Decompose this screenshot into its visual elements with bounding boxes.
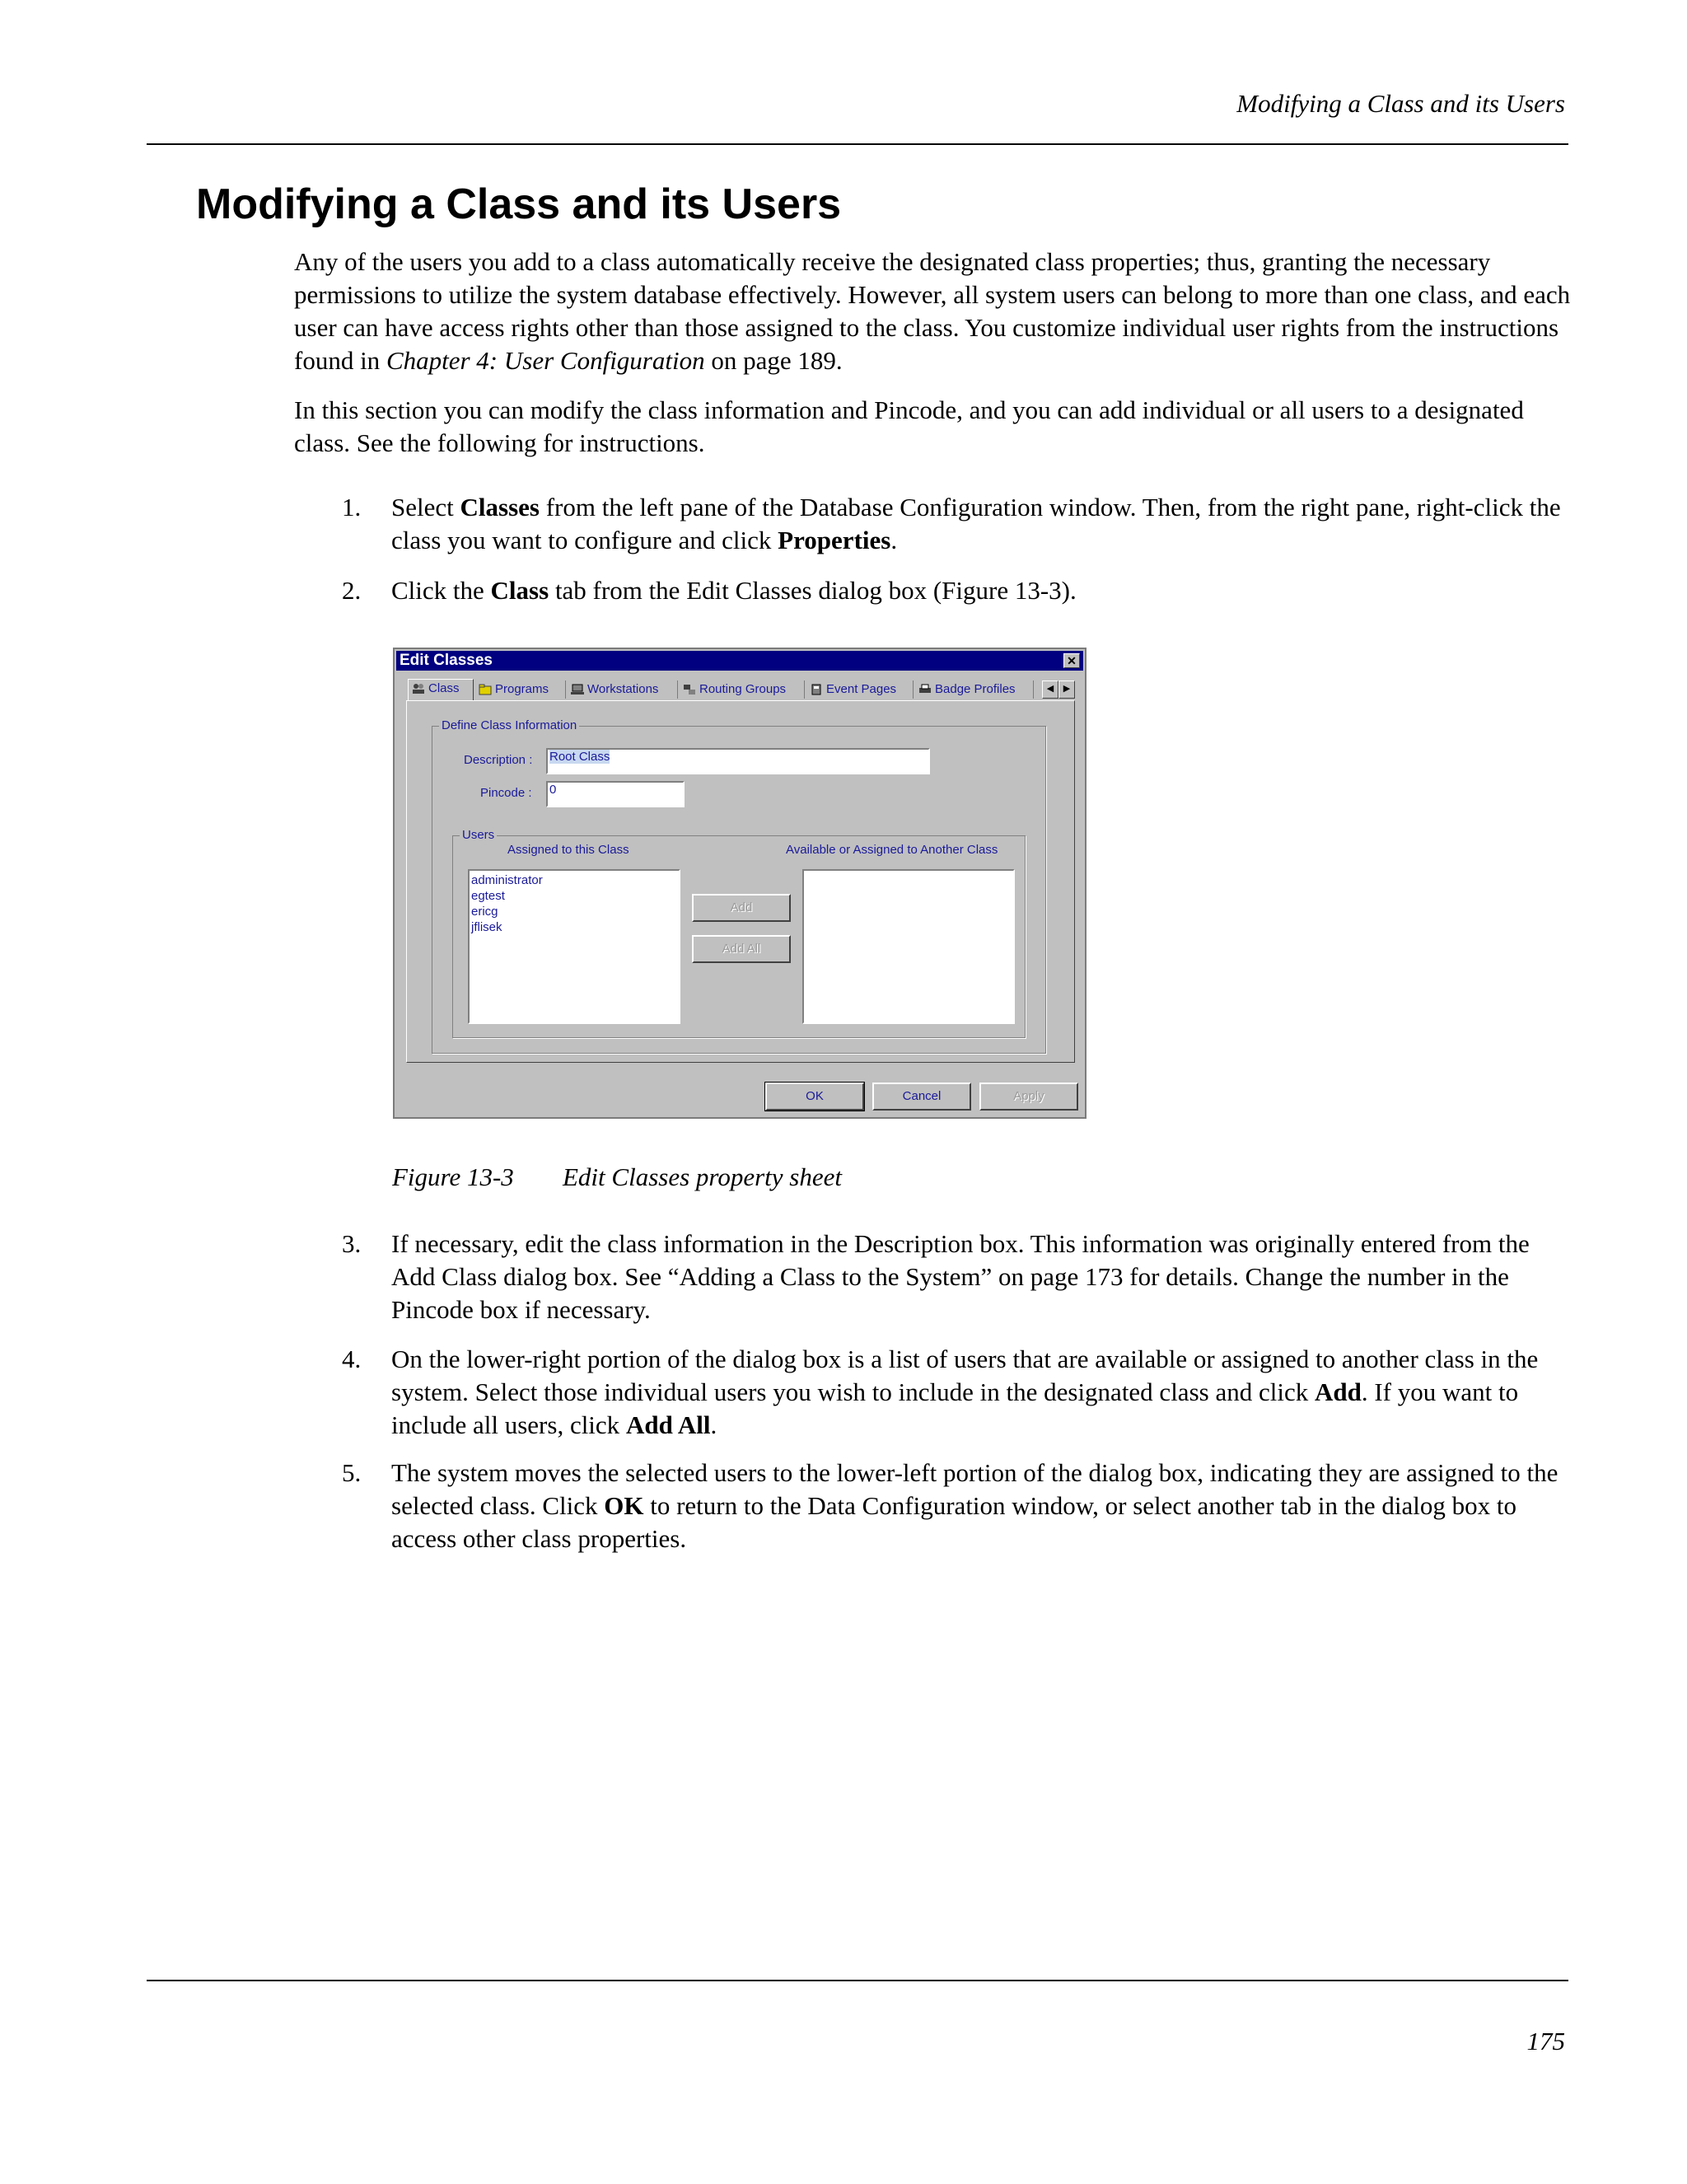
pincode-input[interactable]: 0 [546,781,685,807]
step-number: 5. [342,1458,362,1487]
define-class-group-label: Define Class Information [439,718,579,732]
step-text: The system moves the selected users to the lower-left portion of the dialog box, indicating they are assigned to the selected class. Click OK to return to the Data Configuration window, or select another tab in the dialog box to access other class properties. [391,1458,1558,1553]
tab-routing-groups[interactable]: Routing Groups [680,680,805,699]
description-input[interactable]: Root Class [546,748,930,774]
header-rule [147,143,1568,145]
intro-text-end: on page 189. [704,346,843,375]
list-item[interactable]: ericg [471,905,498,919]
intro-text: Any of the users you add to a class automatically receive the designated class properties; thus, granting the necessary permissions to utilize the system database effectively. However, all system users can belong to more than one class, and each user can have access rights other than those assigned to the class. You customize individual user rights from the instructions found in [294,247,1571,375]
footer-rule [147,1980,1568,1981]
add-button[interactable]: Add [692,894,791,922]
list-item[interactable]: egtest [471,889,505,903]
class-tab-panel [406,700,1075,1063]
add-all-button[interactable]: Add All [692,935,791,963]
description-label: Description : [464,753,533,767]
tab-scroll-right-icon[interactable]: ▶ [1058,680,1075,699]
list-item[interactable]: administrator [471,873,543,887]
apply-button[interactable]: Apply [979,1083,1078,1111]
ok-button[interactable]: OK [765,1083,864,1111]
step-number: 2. [342,576,362,605]
step-text: Click the Class tab from the Edit Classes dialog box (Figure 13-3). [391,576,1077,605]
tab-event-pages[interactable]: Event Pages [806,680,914,699]
step-text: Select Classes from the left pane of the Database Configuration window. Then, from the right pane, right-click the class you want to configure and click Properties. [391,493,1561,554]
folder-icon [479,684,492,695]
intro-paragraph-2: In this section you can modify the class information and Pincode, and you can add individual or all users to a designated class. See the following for instructions. [294,395,1524,457]
list-item[interactable]: jflisek [471,920,502,934]
chapter-reference: Chapter 4: User Configuration [386,346,705,375]
intro-paragraph-1 [294,246,1571,377]
step-number: 4. [342,1345,362,1373]
section-title: Modifying a Class and its Users [196,180,842,228]
step-text: On the lower-right portion of the dialog box is a list of users that are available or assigned to another class in the system. Select those individual users you wish to include in the designated class and click Add. If you want to include all users, click Add All. [391,1345,1539,1439]
tab-strip [408,679,1075,700]
users-icon [412,683,425,694]
tab-badge-profiles[interactable]: Badge Profiles [915,680,1034,699]
printer-icon [918,684,932,695]
close-icon[interactable]: ✕ [1063,653,1080,668]
tab-class[interactable]: Class [408,679,474,700]
pager-icon [810,684,823,695]
assigned-header: Assigned to this Class [507,843,629,857]
step-text: If necessary, edit the class information in the Description box. This information was originally entered from the Add Class dialog box. See “Adding a Class to the System” on page 173 for details. Change the number in the Pincode box if necessary. [391,1229,1530,1324]
cancel-button[interactable]: Cancel [872,1083,971,1111]
tab-scroll-arrows [1042,680,1075,699]
users-group-label: Users [460,828,497,842]
edit-classes-dialog [393,648,1087,1119]
pincode-label: Pincode : [480,786,532,800]
running-header: Modifying a Class and its Users [1236,89,1565,118]
dialog-titlebar [396,651,1083,671]
available-users-list[interactable] [802,869,1015,1024]
figure-label: Figure 13-3 [392,1162,514,1191]
computer-icon [571,684,584,695]
step-number: 3. [342,1229,362,1258]
page-number: 175 [1526,2027,1565,2055]
assigned-users-list[interactable] [468,869,680,1024]
figure-caption-text: Edit Classes property sheet [563,1162,842,1191]
step-number: 1. [342,493,362,521]
available-header: Available or Assigned to Another Class [786,843,998,857]
dialog-title: Edit Classes [400,652,493,669]
routing-icon [683,684,696,695]
define-class-group [432,718,1046,1054]
tab-workstations[interactable]: Workstations [568,680,678,699]
tab-scroll-left-icon[interactable]: ◀ [1042,680,1058,699]
figure-caption [392,1162,842,1192]
users-group [452,828,1026,1038]
tab-programs[interactable]: Programs [475,680,566,699]
